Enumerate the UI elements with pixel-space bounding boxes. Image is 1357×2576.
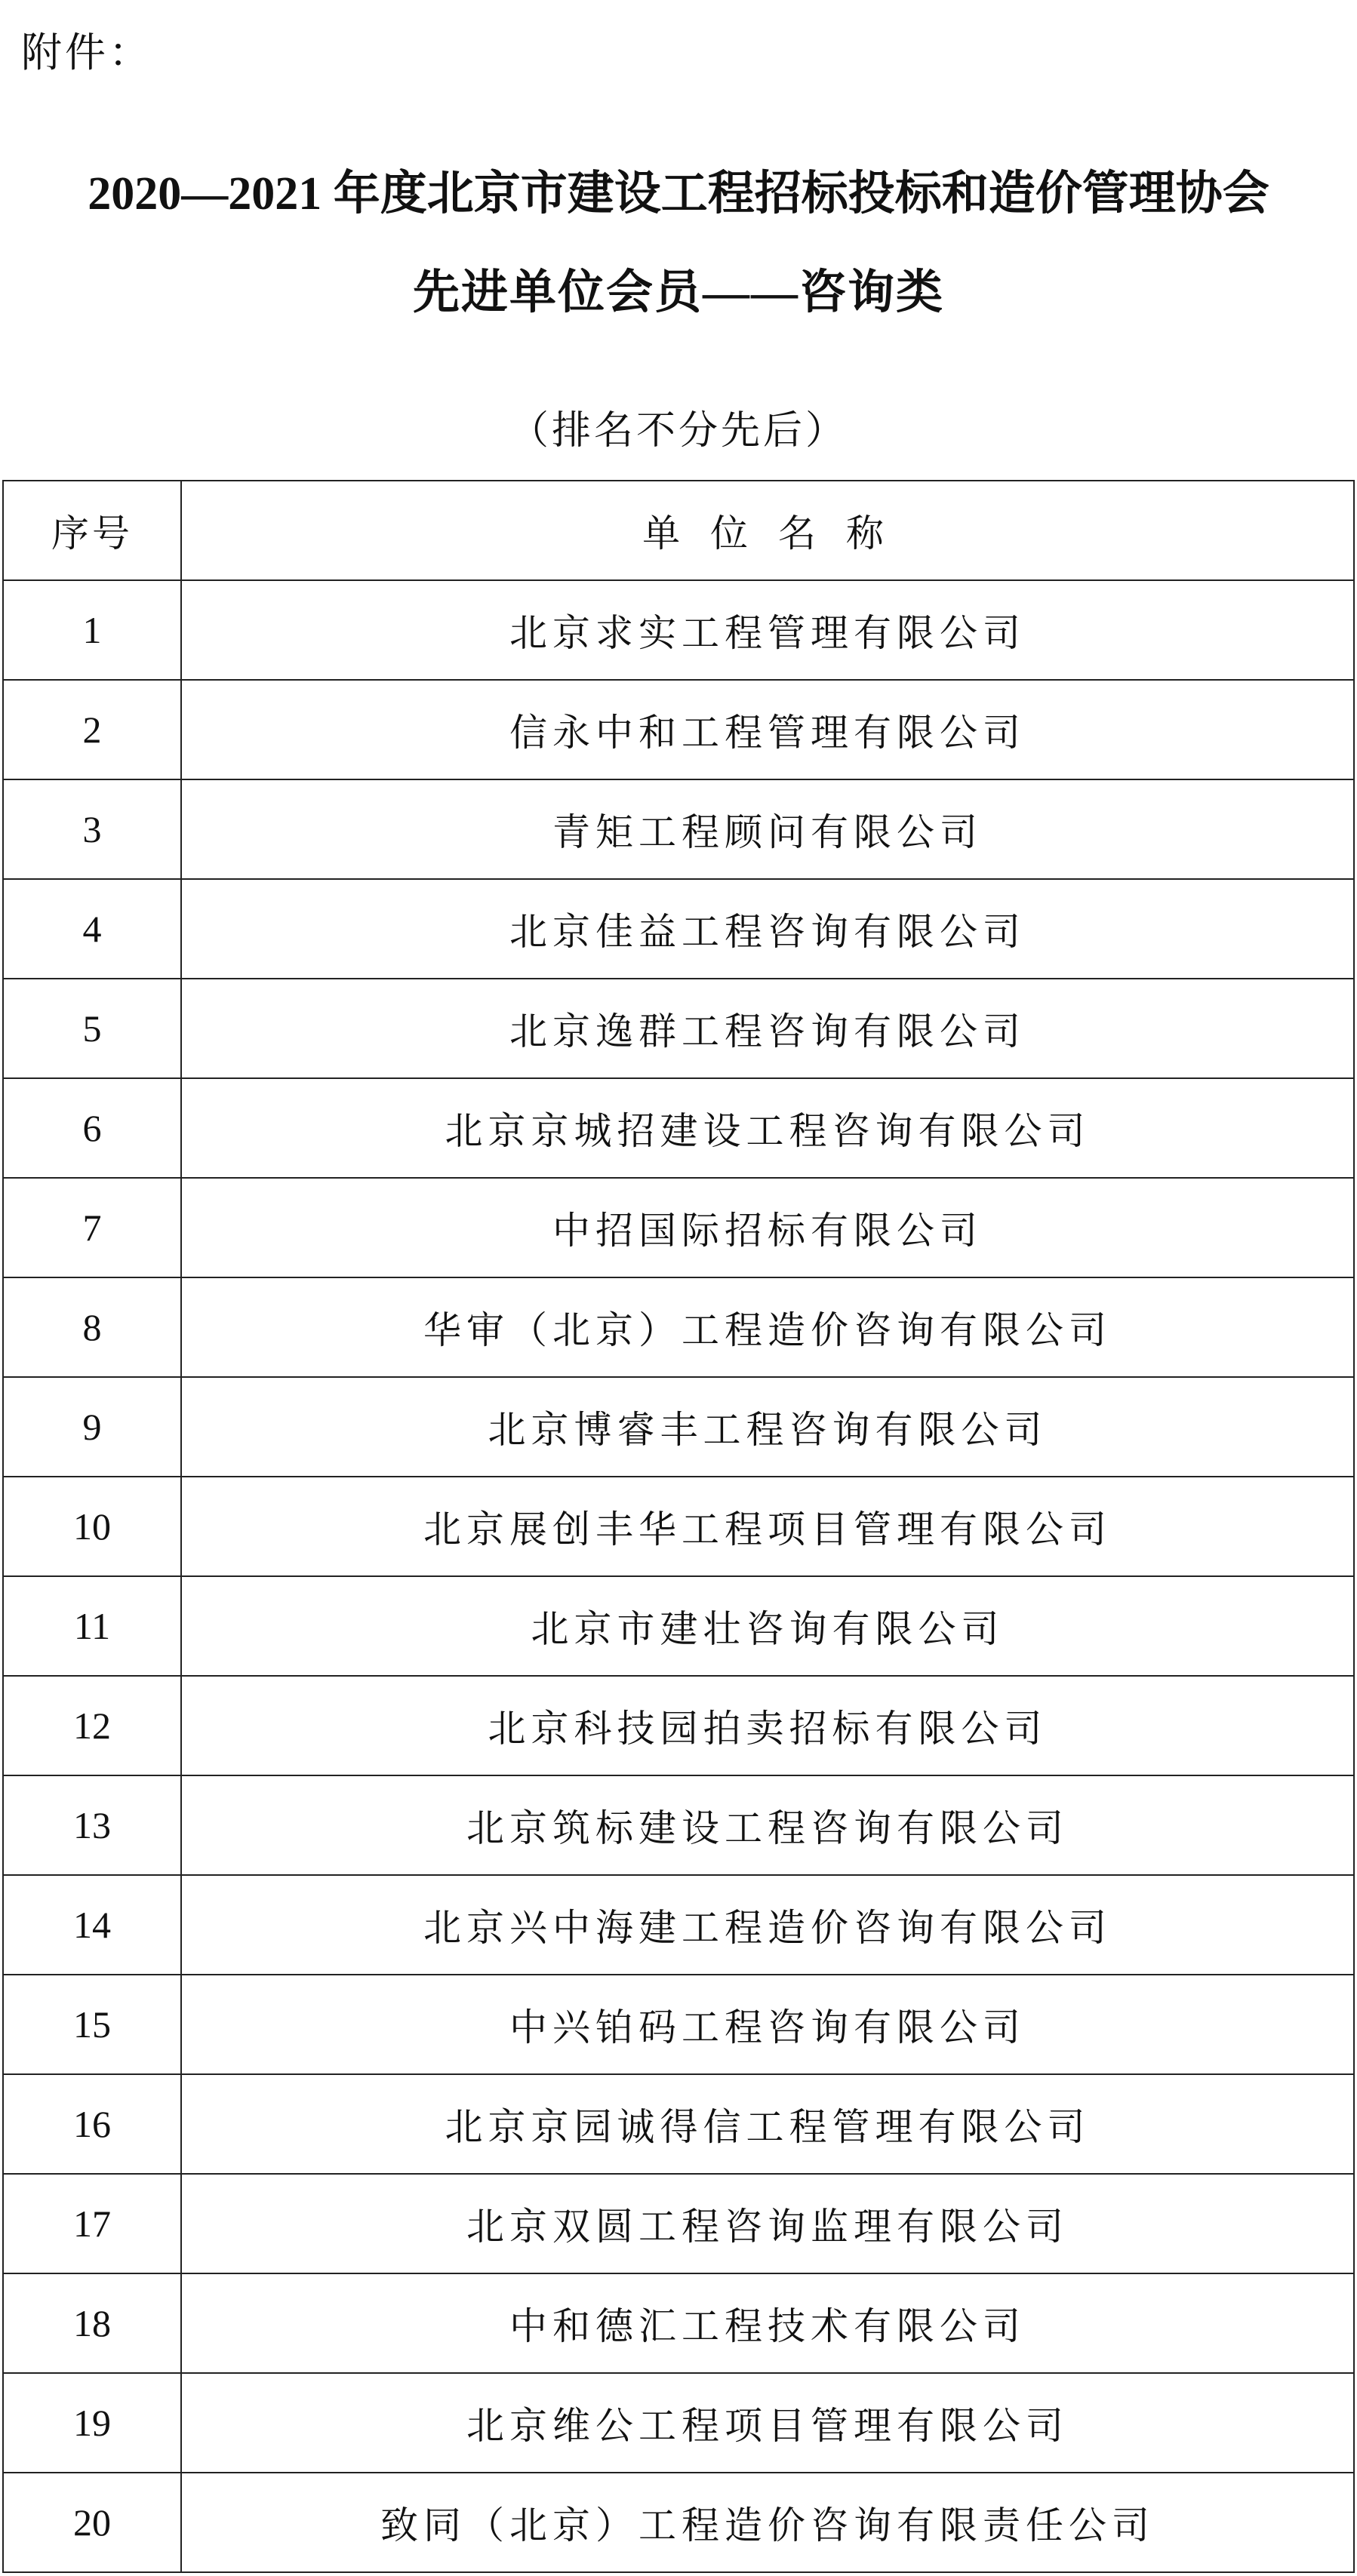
table-row	[3, 1576, 1354, 1676]
row-company-name: 北京筑标建设工程咨询有限公司	[181, 1775, 1354, 1875]
header-index-label: 序号	[51, 512, 133, 555]
row-index: 8	[3, 1277, 181, 1377]
table-row	[3, 1975, 1354, 2074]
document-title-line-2: 先进单位会员——咨询类	[412, 267, 944, 318]
row-index: 2	[3, 680, 181, 779]
row-index: 1	[3, 580, 181, 680]
row-company-name: 北京双圆工程咨询监理有限公司	[181, 2174, 1354, 2273]
attachment-label: 附件：	[21, 29, 152, 76]
row-company-name: 北京兴中海建工程造价咨询有限公司	[181, 1875, 1354, 1975]
row-company-name: 中和德汇工程技术有限公司	[181, 2273, 1354, 2373]
table-row	[3, 2373, 1354, 2473]
table-row	[3, 2473, 1354, 2572]
row-index: 20	[3, 2473, 181, 2572]
row-index: 10	[3, 1477, 181, 1576]
row-company-name: 北京求实工程管理有限公司	[181, 580, 1354, 680]
row-company-name: 北京佳益工程咨询有限公司	[181, 879, 1354, 979]
table-row	[3, 779, 1354, 879]
row-index: 12	[3, 1676, 181, 1775]
row-index: 14	[3, 1875, 181, 1975]
row-index: 3	[3, 779, 181, 879]
row-company-name: 致同（北京）工程造价咨询有限责任公司	[181, 2473, 1354, 2572]
table-row	[3, 879, 1354, 979]
table-row	[3, 1477, 1354, 1576]
row-company-name: 中招国际招标有限公司	[181, 1178, 1354, 1277]
ranking-note: （排名不分先后）	[509, 408, 848, 453]
table-row	[3, 680, 1354, 779]
row-index: 9	[3, 1377, 181, 1477]
header-index-cell	[3, 481, 181, 580]
row-index: 4	[3, 879, 181, 979]
table-row	[3, 2273, 1354, 2373]
row-index: 7	[3, 1178, 181, 1277]
row-index: 6	[3, 1078, 181, 1178]
row-company-name: 北京逸群工程咨询有限公司	[181, 979, 1354, 1078]
row-index: 13	[3, 1775, 181, 1875]
row-company-name: 北京京园诚得信工程管理有限公司	[181, 2074, 1354, 2174]
row-index: 17	[3, 2174, 181, 2273]
row-index: 11	[3, 1576, 181, 1676]
row-company-name: 信永中和工程管理有限公司	[181, 680, 1354, 779]
row-company-name: 中兴铂码工程咨询有限公司	[181, 1975, 1354, 2074]
row-index: 19	[3, 2373, 181, 2473]
table-row	[3, 979, 1354, 1078]
row-company-name: 北京京城招建设工程咨询有限公司	[181, 1078, 1354, 1178]
row-company-name: 北京市建壮咨询有限公司	[181, 1576, 1354, 1676]
table-row	[3, 580, 1354, 680]
row-index: 15	[3, 1975, 181, 2074]
row-company-name: 北京科技园拍卖招标有限公司	[181, 1676, 1354, 1775]
table-row	[3, 2074, 1354, 2174]
member-table	[2, 480, 1355, 2573]
table-row	[3, 1078, 1354, 1178]
row-company-name: 北京维公工程项目管理有限公司	[181, 2373, 1354, 2473]
table-row	[3, 1277, 1354, 1377]
table-header-row	[3, 481, 1354, 580]
table-row	[3, 2174, 1354, 2273]
row-index: 16	[3, 2074, 181, 2174]
header-name-cell	[181, 481, 1354, 580]
row-company-name: 北京博睿丰工程咨询有限公司	[181, 1377, 1354, 1477]
table-row	[3, 1178, 1354, 1277]
header-name-label: 单 位 名 称	[642, 512, 893, 555]
row-company-name: 青矩工程顾问有限公司	[181, 779, 1354, 879]
table-row	[3, 1875, 1354, 1975]
table-row	[3, 1377, 1354, 1477]
table-row	[3, 1676, 1354, 1775]
row-company-name: 华审（北京）工程造价咨询有限公司	[181, 1277, 1354, 1377]
table-row	[3, 1775, 1354, 1875]
row-company-name: 北京展创丰华工程项目管理有限公司	[181, 1477, 1354, 1576]
row-index: 5	[3, 979, 181, 1078]
row-index: 18	[3, 2273, 181, 2373]
document-title-line-1: 2020—2021 年度北京市建设工程招标投标和造价管理协会	[88, 168, 1269, 220]
